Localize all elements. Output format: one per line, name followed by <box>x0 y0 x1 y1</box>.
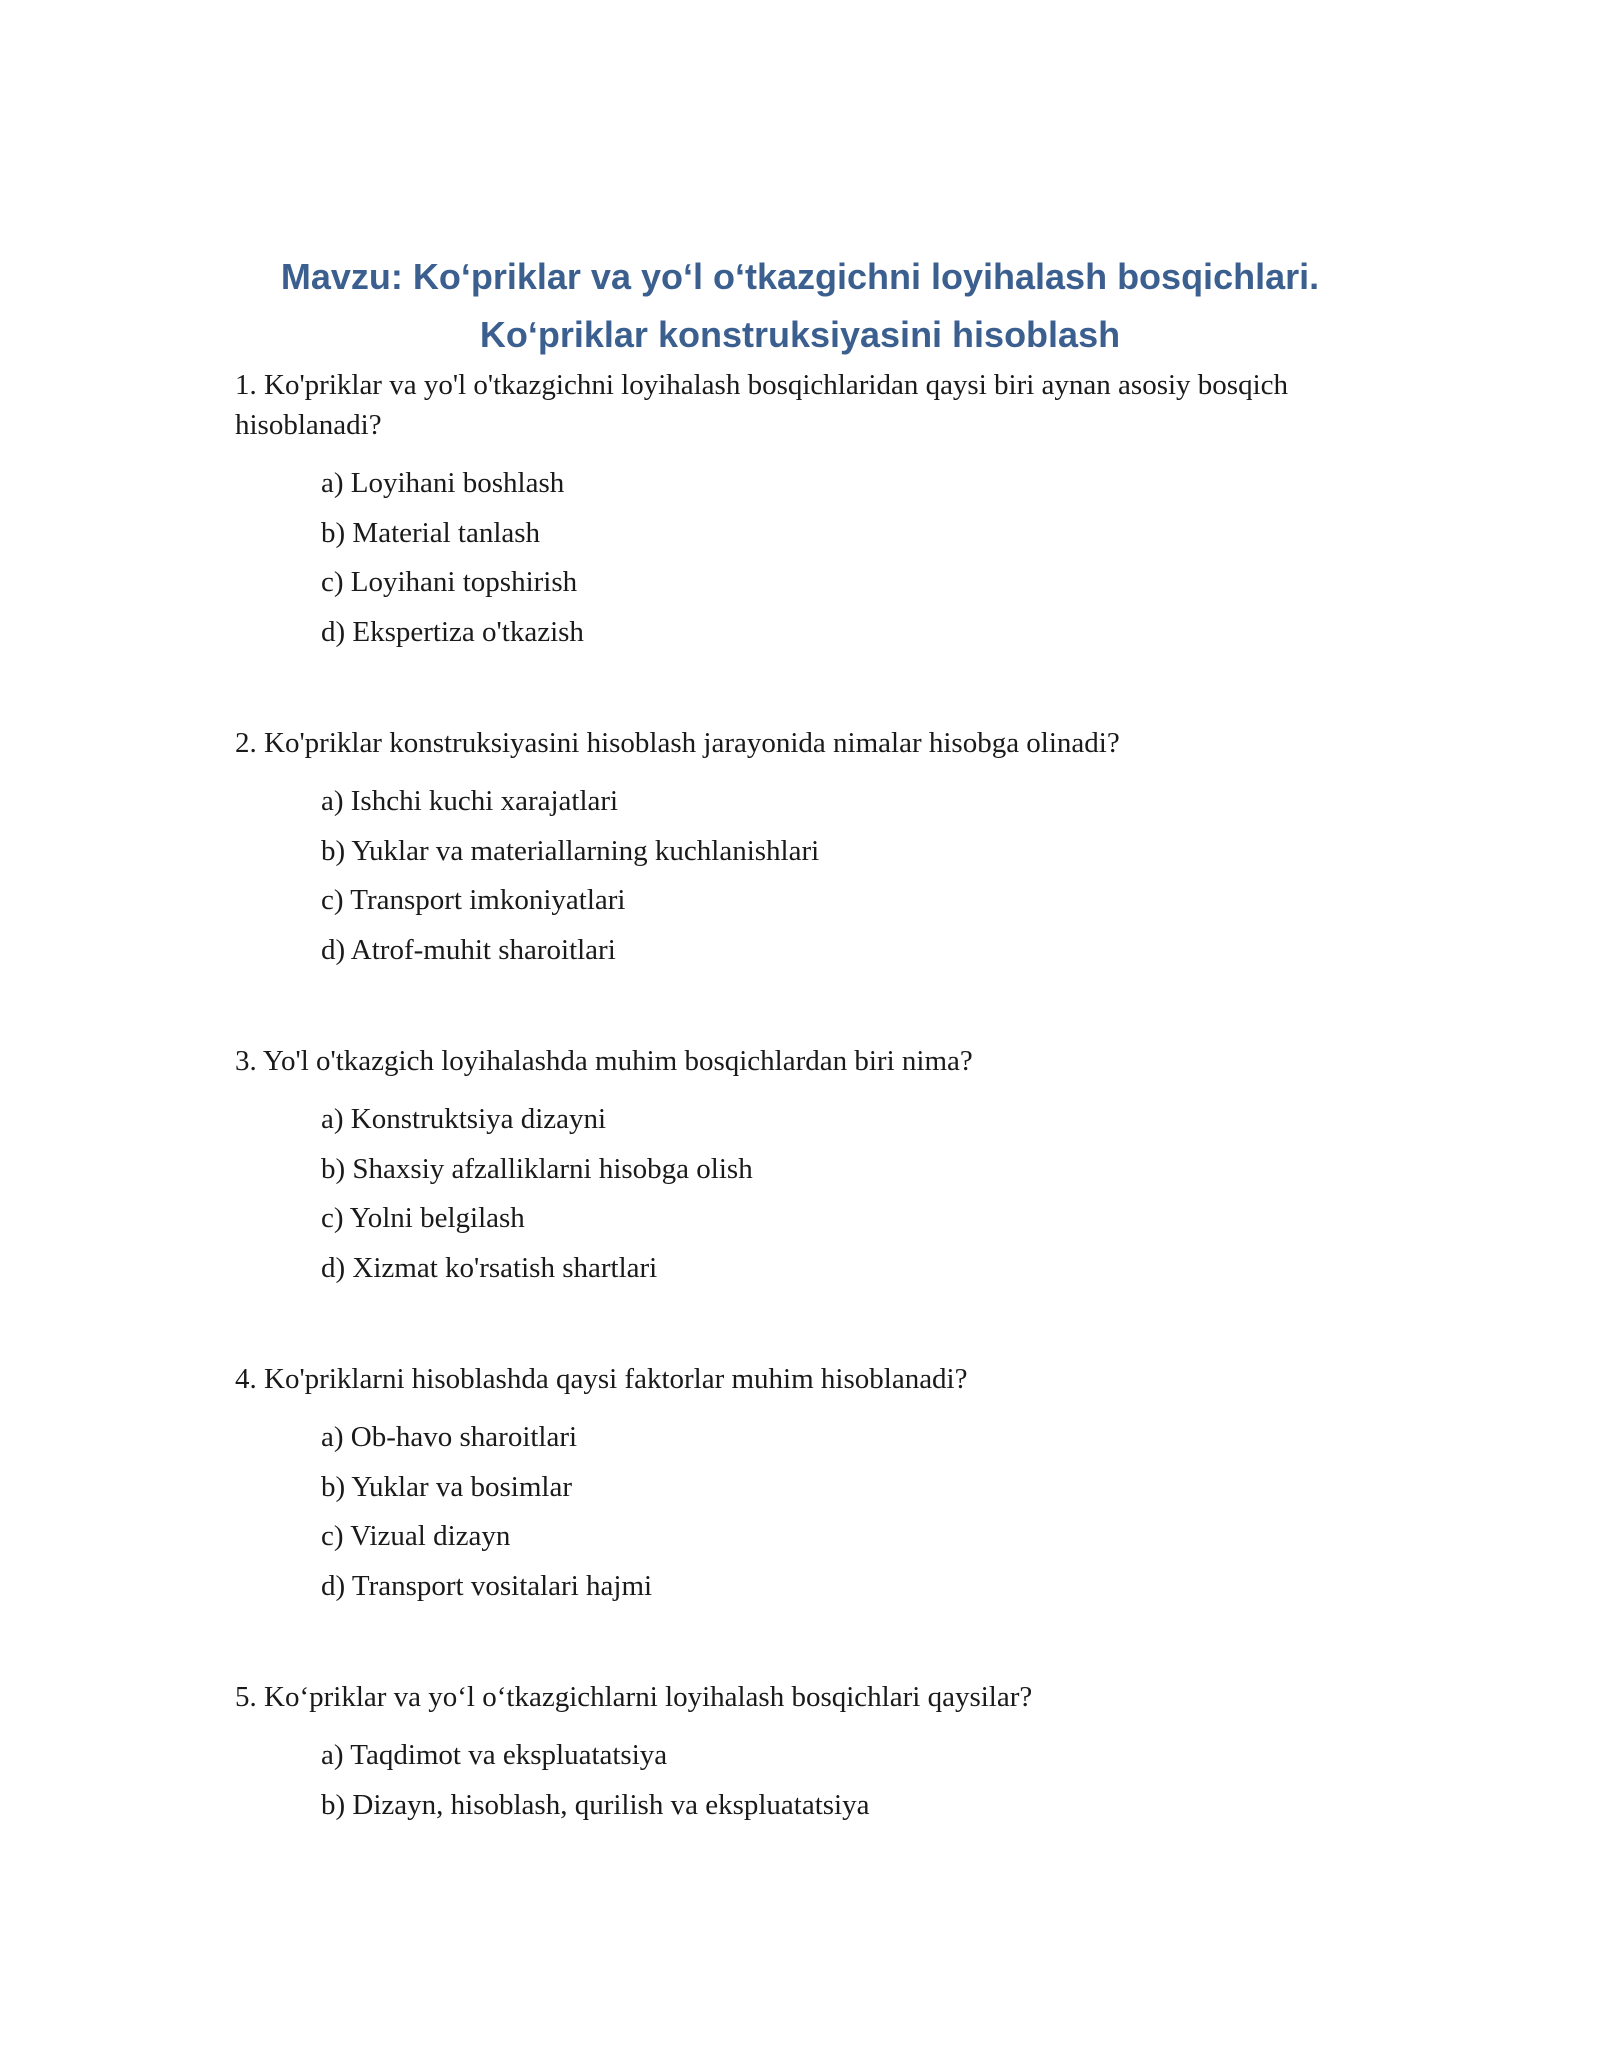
title-line-2: Koʻpriklar konstruksiyasini hisoblash <box>479 314 1121 355</box>
question-spacer <box>235 975 1365 1041</box>
question-text: 2. Ko'priklar konstruksiyasini hisoblash jarayonida nimalar hisobga olinadi? <box>235 727 1120 759</box>
question-3 <box>235 1041 1365 1293</box>
option-b: b) Yuklar va bosimlar <box>321 1470 573 1503</box>
option-d: d) Atrof-muhit sharoitlari <box>321 933 616 966</box>
option-b: b) Yuklar va materiallarning kuchlanishlari <box>321 834 820 867</box>
option-a: a) Taqdimot va ekspluatatsiya <box>321 1739 668 1771</box>
option-c: c) Vizual dizayn <box>321 1520 511 1552</box>
question-text: 3. Yo'l o'tkazgich loyihalashda muhim bosqichlardan biri nima? <box>235 1045 973 1077</box>
question-4 <box>235 1359 1365 1611</box>
option-d: d) Ekspertiza o'tkazish <box>321 615 584 648</box>
option-a: a) Loyihani boshlash <box>321 467 565 499</box>
title-line-1: Mavzu: Koʻpriklar va yoʻl oʻtkazgichni loyihalash bosqichlari. <box>280 256 1320 297</box>
question-2 <box>235 723 1365 975</box>
option-a: a) Konstruktsiya dizayni <box>321 1103 607 1135</box>
option-c: c) Yolni belgilash <box>321 1202 525 1234</box>
question-1 <box>235 365 1365 657</box>
question-text: 5. Koʻpriklar va yoʻl oʻtkazgichlarni loyihalash bosqichlari qaysilar? <box>235 1681 1033 1713</box>
option-d: d) Transport vositalari hajmi <box>321 1569 653 1602</box>
option-list <box>321 1731 1365 1830</box>
question-5 <box>235 1677 1365 1830</box>
option-c: c) Loyihani topshirish <box>321 566 578 598</box>
option-b: b) Shaxsiy afzalliklarni hisobga olish <box>321 1152 753 1185</box>
option-c: c) Transport imkoniyatlari <box>321 884 626 916</box>
option-list <box>321 1413 1365 1611</box>
option-b: b) Dizayn, hisoblash, qurilish va ekspluatatsiya <box>321 1788 870 1821</box>
question-spacer <box>235 657 1365 723</box>
option-a: a) Ishchi kuchi xarajatlari <box>321 785 619 817</box>
question-list <box>235 365 1365 1830</box>
option-list <box>321 459 1365 657</box>
option-b: b) Material tanlash <box>321 516 541 549</box>
question-text: 4. Ko'priklarni hisoblashda qaysi faktorlar muhim hisoblanadi? <box>235 1363 968 1395</box>
document-title <box>0 248 1600 364</box>
option-list <box>321 777 1365 975</box>
option-list <box>321 1095 1365 1293</box>
option-a: a) Ob-havo sharoitlari <box>321 1421 578 1453</box>
option-d: d) Xizmat ko'rsatish shartlari <box>321 1251 658 1284</box>
question-spacer <box>235 1293 1365 1359</box>
question-text: 1. Ko'priklar va yo'l o'tkazgichni loyihalash bosqichlaridan qaysi biri aynan asosiy bosqich hisoblanadi? <box>235 369 1289 441</box>
question-spacer <box>235 1611 1365 1677</box>
